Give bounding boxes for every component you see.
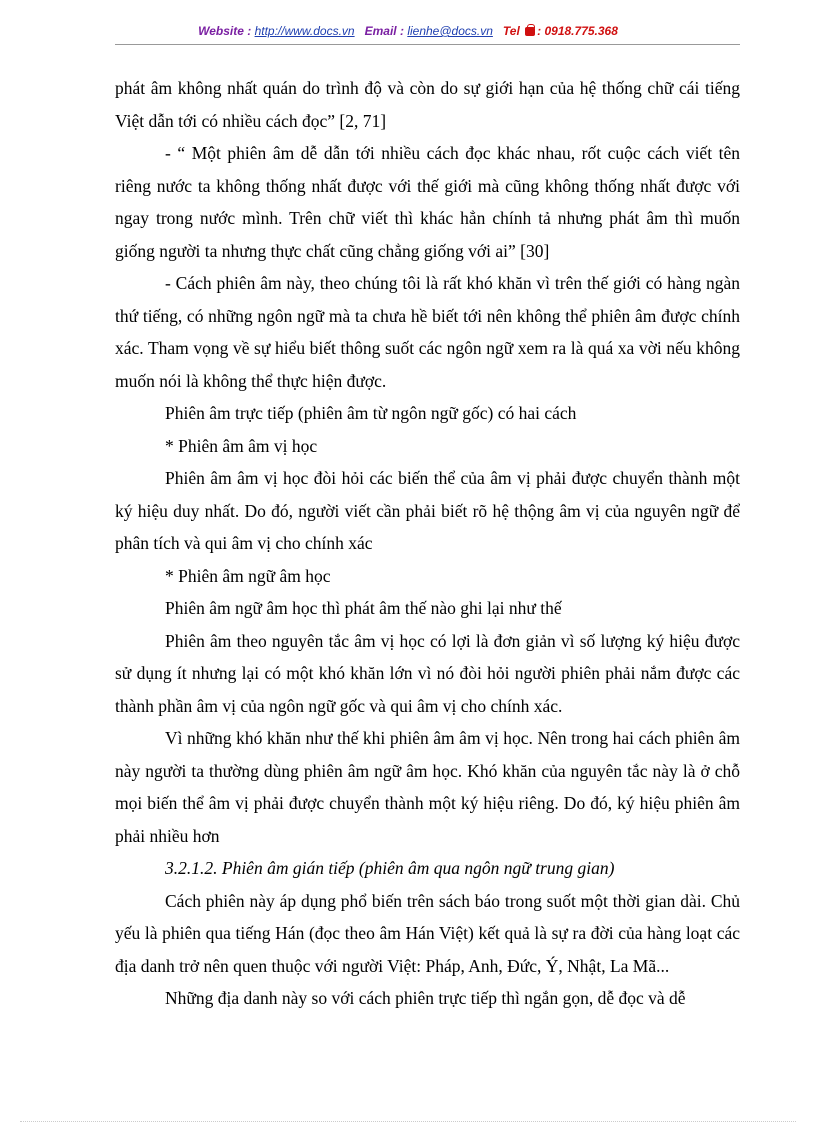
header-divider [115,44,740,45]
paragraph: Vì những khó khăn như thế khi phiên âm âm vị học. Nên trong hai cách phiên âm này người ta thường dùng phiên âm ngữ âm học. Khó khăn của nguyên tắc này là ở chỗ mọi biến thể âm vị phải được chuyển thành một ký hiệu riêng. Do đó, ký hiệu phiên âm phải nhiều hơn [115,728,740,846]
paragraph: - “ Một phiên âm dễ dẫn tới nhiều cách đọc khác nhau, rốt cuộc cách viết tên riêng nước ta không thống nhất được với thế giới mà cũng không thống nhất được với ngay trong nước mình. Trên chữ viết thì khác hẳn chính tả nhưng phát âm thì muốn giống người ta nhưng thực chất cũng chẳng giống với ai” [30] [115,143,740,261]
website-label: Website [198,24,244,38]
document-body [115,72,740,1015]
website-separator: : [243,24,255,38]
paragraph: Phiên âm âm vị học đòi hỏi các biến thể của âm vị phải được chuyển thành một ký hiệu duy nhất. Do đó, người viết cần phải biết rõ hệ thộng âm vị của nguyên ngữ để phân tích và qui âm vị cho chính xác [115,468,740,553]
paragraph: Cách phiên này áp dụng phổ biến trên sách báo trong suốt một thời gian dài. Chủ yếu là phiên qua tiếng Hán (đọc theo âm Hán Việt) kết quả là sự ra đời của hàng loạt các địa danh trở nên quen thuộc với người Việt: Pháp, Anh, Đức, Ý, Nhật, La Mã... [115,890,740,976]
paragraph: * Phiên âm ngữ âm học [165,565,331,586]
paragraph: Những địa danh này so với cách phiên trực tiếp thì ngắn gọn, dễ đọc và dễ [165,988,686,1008]
page-header [0,24,816,38]
paragraph: * Phiên âm âm vị học [165,435,318,456]
email-separator: : [396,24,408,38]
website-link[interactable]: http://www.docs.vn [254,24,355,38]
paragraph: Phiên âm theo nguyên tắc âm vị học có lợi là đơn giản vì số lượng ký hiệu được sử dụng ít nhưng lại có một khó khăn lớn vì nó đòi hỏi người phiên phải nắm được các thành phần âm vị của ngôn ngữ gốc và qui âm vị cho chính xác. [115,630,740,716]
tel-label: Tel [502,24,520,38]
paragraph: - Cách phiên âm này, theo chúng tôi là rất khó khăn vì trên thế giới có hàng ngàn thứ tiếng, có những ngôn ngữ mà ta chưa hề biết tới nên không thể phiên âm được chính xác. Tham vọng về sự hiểu biết thông suốt các ngôn ngữ xem ra là quá xa vời nếu không muốn nói là không thể thực hiện được. [115,273,740,391]
email-link[interactable]: lienhe@docs.vn [407,24,493,38]
telephone-icon [525,27,535,36]
paragraph: Phiên âm ngữ âm học thì phát âm thế nào ghi lại như thế [165,598,562,618]
section-heading: 3.2.1.2. Phiên âm gián tiếp (phiên âm qua ngôn ngữ trung gian) [165,858,615,878]
paragraph: phát âm không nhất quán do trình độ và còn do sự giới hạn của hệ thống chữ cái tiếng Việt dẫn tới có nhiều cách đọc” [2, 71] [115,78,740,131]
footer-divider [20,1121,796,1122]
tel-number: : 0918.775.368 [537,24,618,38]
paragraph: Phiên âm trực tiếp (phiên âm từ ngôn ngữ gốc) có hai cách [165,403,577,423]
email-label: Email [364,24,397,38]
